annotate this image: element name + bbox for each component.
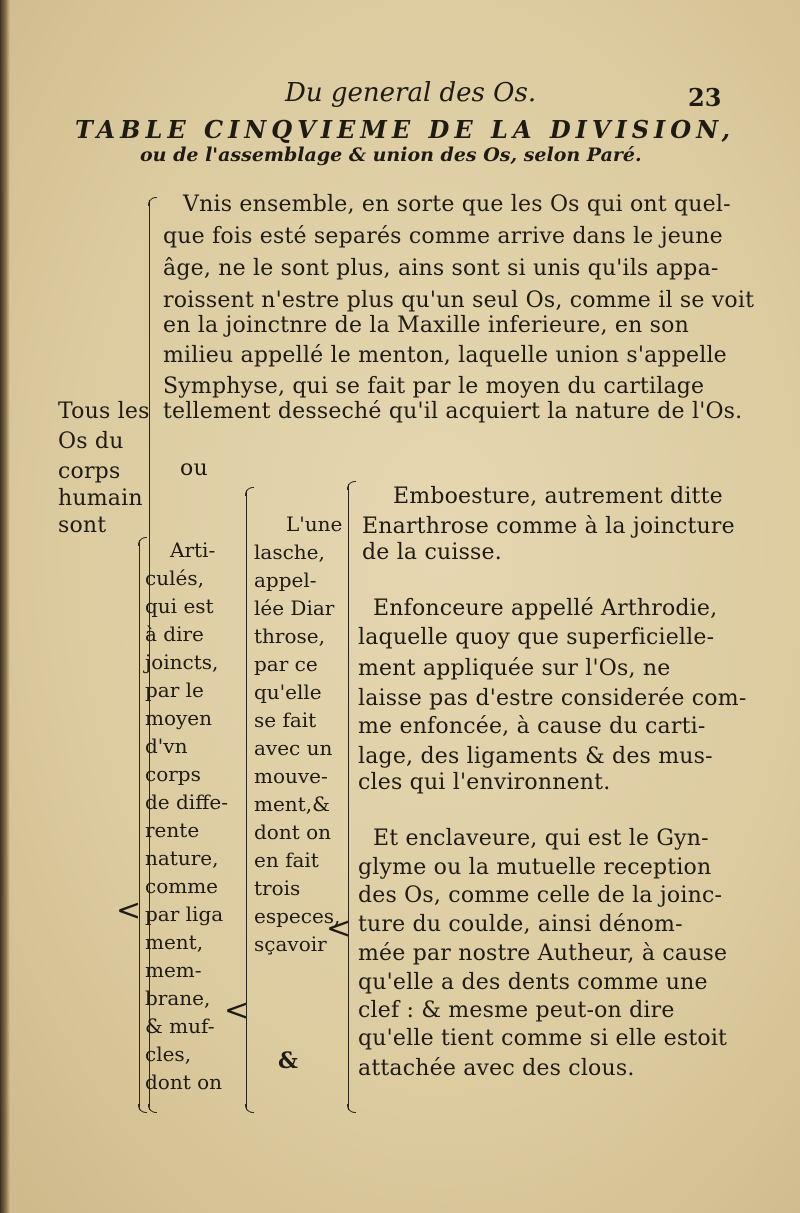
articules-line-14: par liga: [145, 902, 224, 926]
lune-line-1: L'une: [286, 512, 343, 536]
articules-line-20: dont on: [145, 1070, 223, 1094]
enclaveure-line-6: qu'elle a des dents comme une: [358, 970, 708, 995]
lune-line-16: sçavoir: [254, 932, 327, 956]
articules-line-6: par le: [145, 678, 204, 702]
binding-shadow: [0, 0, 10, 1213]
inner-brace-tip: <: [326, 911, 352, 946]
lune-line-14: trois: [254, 876, 301, 900]
left-line-4: humain: [58, 486, 143, 511]
lune-line-4: lée Diar: [254, 596, 335, 620]
enfonceure-line-2: laquelle quoy que superficielle-: [358, 625, 715, 650]
articules-line-13: comme: [145, 874, 219, 898]
inner-brace: [348, 484, 349, 1110]
enclaveure-line-7: clef : & mesme peut-on dire: [358, 998, 675, 1023]
articules-line-12: nature,: [145, 846, 219, 870]
enfonceure-line-5: me enfoncée, à cause du carti-: [358, 714, 706, 739]
ampersand: &: [278, 1048, 299, 1074]
lune-line-6: par ce: [254, 652, 318, 676]
lune-line-7: qu'elle: [254, 680, 322, 704]
lune-line-12: dont on: [254, 820, 332, 844]
emboesture-line-3: de la cuisse.: [362, 540, 502, 565]
lune-line-5: throse,: [254, 624, 325, 648]
lune-line-11: ment,&: [254, 792, 330, 816]
enclaveure-line-8: qu'elle tient comme si elle estoit: [358, 1026, 728, 1051]
articules-line-7: moyen: [145, 706, 213, 730]
articules-line-10: de diffe-: [145, 790, 228, 814]
articules-line-11: rente: [145, 818, 200, 842]
left-line-5: sont: [58, 513, 107, 538]
unis-line-8: tellement desseché qu'il acquiert la nature de l'Os.: [163, 399, 743, 424]
enfonceure-line-6: lage, des ligaments & des mus-: [358, 744, 713, 769]
lune-line-10: mouve-: [254, 764, 328, 788]
articules-line-8: d'vn: [145, 734, 188, 758]
articules-line-1: Arti-: [170, 538, 216, 562]
lune-brace-tip: <: [224, 993, 250, 1028]
enclaveure-line-4: ture du coulde, ainsi dénom-: [358, 912, 683, 937]
articules-line-17: brane,: [145, 986, 211, 1010]
enclaveure-line-9: attachée avec des clous.: [358, 1056, 635, 1081]
unis-line-7: Symphyse, qui se fait par le moyen du cartilage: [163, 374, 705, 399]
articules-line-16: mem-: [145, 958, 202, 982]
enclaveure-line-2: glyme ou la mutuelle reception: [358, 855, 712, 880]
articules-line-3: qui est: [145, 594, 214, 618]
emboesture-line-1: Emboesture, autrement ditte: [393, 484, 723, 509]
articules-brace-tip: <: [116, 893, 142, 928]
articules-line-5: joincts,: [145, 650, 219, 674]
table-subtitle: ou de l'assemblage & union des Os, selon Paré.: [140, 144, 642, 166]
lune-line-15: especes,: [254, 904, 341, 928]
lune-line-8: se fait: [254, 708, 317, 732]
articules-line-19: cles,: [145, 1042, 192, 1066]
running-title: Du general des Os.: [285, 78, 537, 108]
articules-line-2: culés,: [145, 566, 204, 590]
articules-brace: [139, 540, 140, 1110]
unis-line-1: Vnis ensemble, en sorte que les Os qui ont quel-: [183, 192, 731, 217]
left-line-1: Tous les: [58, 399, 150, 424]
left-line-2: Os du: [58, 429, 124, 454]
articules-line-15: ment,: [145, 930, 204, 954]
enfonceure-line-3: ment appliquée sur l'Os, ne: [358, 656, 671, 681]
emboesture-line-2: Enarthrose comme à la joincture: [362, 514, 735, 539]
enfonceure-line-4: laisse pas d'estre considerée com-: [358, 686, 747, 711]
unis-line-3: âge, ne le sont plus, ains sont si unis qu'ils appa-: [163, 256, 719, 281]
unis-line-2: que fois esté separés comme arrive dans le jeune: [163, 224, 723, 249]
enclaveure-line-1: Et enclaveure, qui est le Gyn-: [373, 826, 709, 851]
enfonceure-line-1: Enfonceure appellé Arthrodie,: [373, 596, 718, 621]
table-title: TABLE CINQVIEME DE LA DIVISION,: [75, 115, 735, 144]
enclaveure-line-3: des Os, comme celle de la joinc-: [358, 883, 723, 908]
unis-line-6: milieu appellé le menton, laquelle union s'appelle: [163, 343, 727, 368]
lune-line-3: appel-: [254, 568, 317, 592]
articules-line-9: corps: [145, 762, 201, 786]
page-number: 23: [688, 83, 722, 112]
articules-line-4: à dire: [145, 622, 204, 646]
unis-line-5: en la joinctnre de la Maxille inferieure, en son: [163, 313, 689, 338]
lune-line-13: en fait: [254, 848, 319, 872]
enclaveure-line-5: mée par nostre Autheur, à cause: [358, 941, 728, 966]
lune-line-9: avec un: [254, 736, 333, 760]
articules-line-18: & muf-: [145, 1014, 215, 1038]
enfonceure-line-7: cles qui l'environnent.: [358, 770, 611, 795]
left-line-3: corps: [58, 459, 121, 484]
unis-line-4: roissent n'estre plus qu'un seul Os, comme il se voit: [163, 288, 755, 313]
lune-line-2: lasche,: [254, 540, 325, 564]
ou-word: ou: [180, 456, 208, 481]
